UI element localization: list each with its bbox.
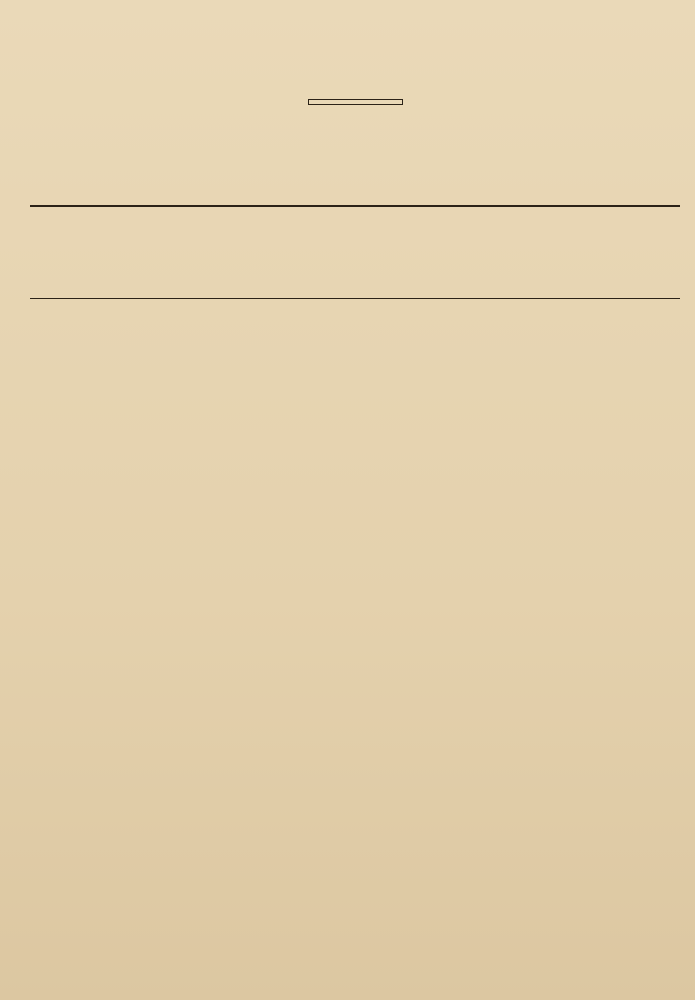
headline-rule [30,298,680,299]
notice [410,92,678,98]
issue-info [308,96,403,108]
masthead-rule [30,205,680,207]
issue-box [308,99,403,105]
masthead-title [36,96,306,186]
